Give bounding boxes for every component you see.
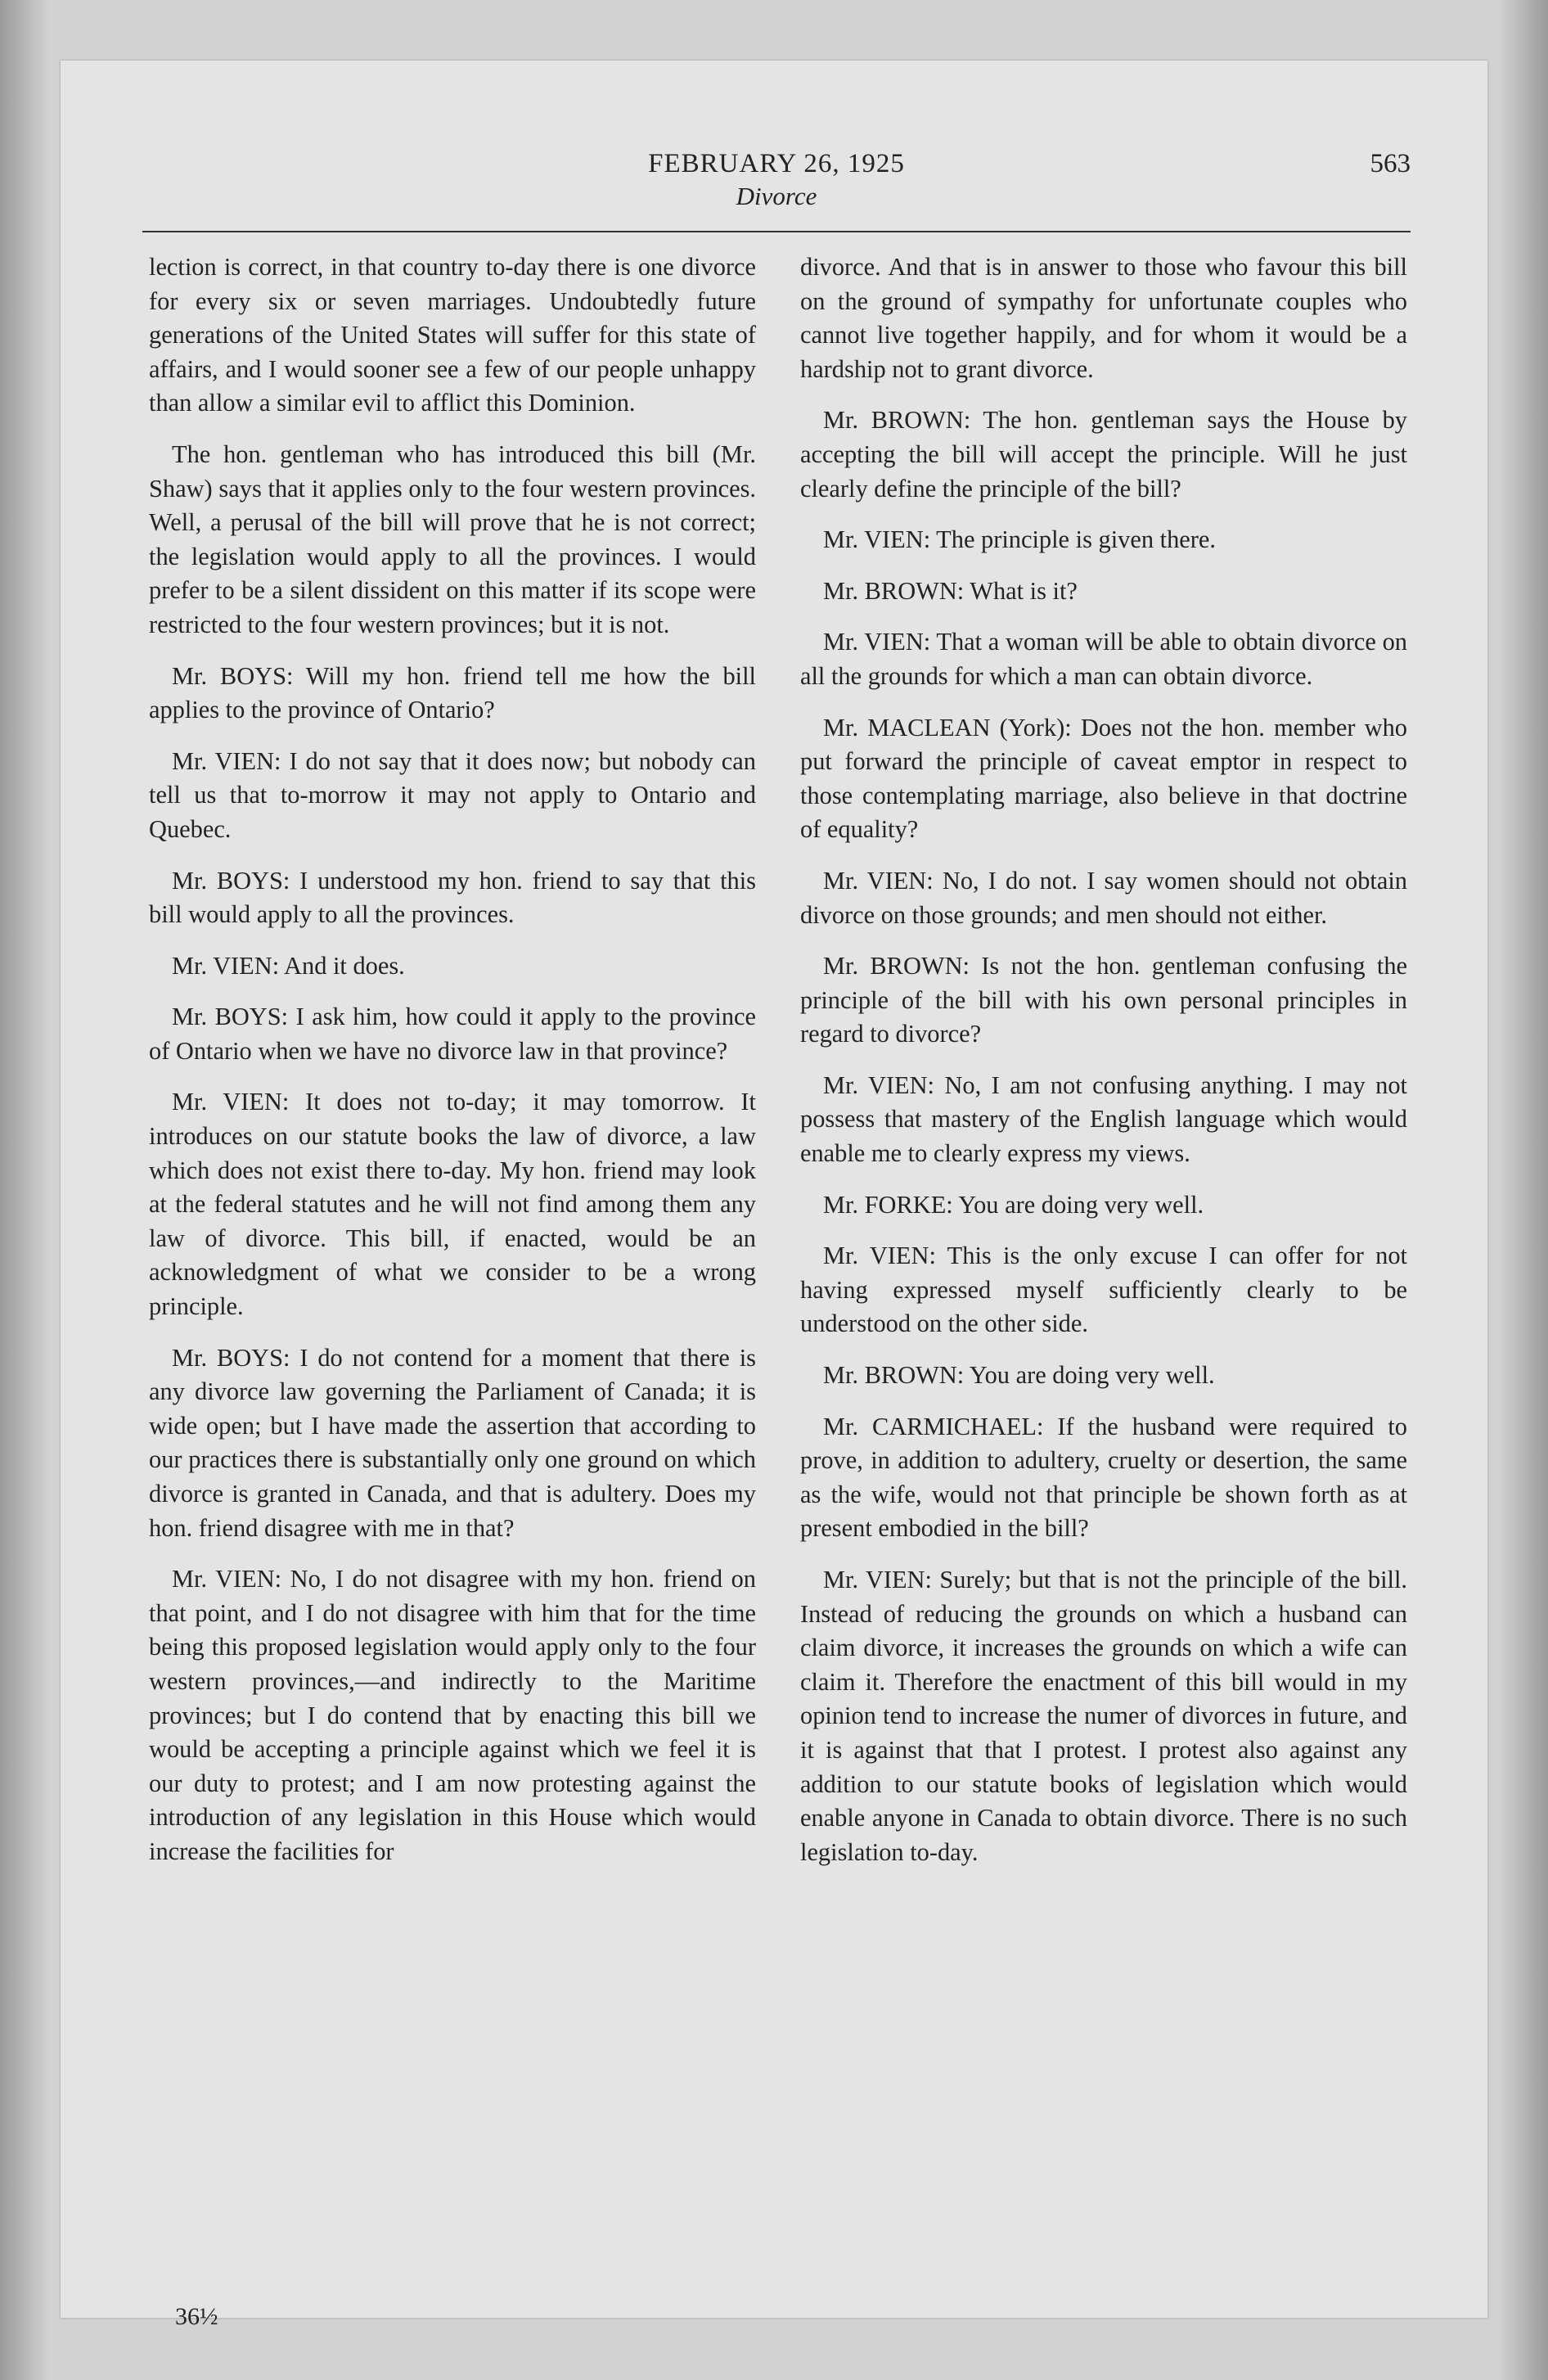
paragraph: Mr. MACLEAN (York): Does not the hon. member who put forward the principle of caveat emptor in respect to those contemplating marriage, also believe in that doctrine of equality?	[800, 713, 1407, 844]
paragraph: Mr. VIEN: No, I do not disagree with my hon. friend on that point, and I do not disagree with him that for the time being this proposed legislation would apply only to the four western provinces,—and indirectly to the Maritime provinces; but I do contend that by enacting this bill we would be accepting a principle against which we feel it is our duty to protest; and I am now protesting against the introduction of any legislation in this House which would increase the facilities for	[149, 1565, 756, 1865]
header-section: Divorce	[736, 182, 817, 210]
paragraph: Mr. VIEN: It does not to-day; it may tomorrow. It introduces on our statute books the law of divorce, a law which does not exist there to-day. My hon. friend may look at the federal statutes and he will not find among them any law of divorce. This bill, if enacted, would be an acknowledgment of what we consider to be a wrong principle.	[149, 1088, 756, 1321]
paragraph: divorce. And that is in answer to those who favour this bill on the ground of sympathy for unfortunate couples who cannot live together happily, and for whom it would be a hardship not to grant divorce.	[800, 253, 1407, 383]
page-header	[142, 149, 1411, 223]
paragraph: Mr. BOYS: I do not contend for a moment that there is any divorce law governing the Parliament of Canada; it is wide open; but I have made the assertion that according to our practices there is substantially only one ground on which divorce is granted in Canada, and that is adultery. Does my hon. friend disagree with me in that?	[149, 1343, 756, 1542]
paragraph: The hon. gentleman who has introduced this bill (Mr. Shaw) says that it applies only to the four western provinces. Well, a perusal of the bill will prove that he is not correct; the legislation would apply to all the provinces. I would prefer to be a silent dissident on this matter if its scope were restricted to the four western provinces; but it is not.	[149, 439, 756, 638]
paragraph: Mr. BROWN: You are doing very well.	[823, 1361, 1215, 1390]
paragraph: lection is correct, in that country to-day there is one divorce for every six or seven marriages. Undoubtedly future generations of the United States will suffer for this state of affairs, and I would sooner see a few of our people unhappy than allow a similar evil to afflict this Dominion.	[149, 253, 756, 417]
paragraph: Mr. VIEN: The principle is given there.	[823, 525, 1216, 554]
paragraph: Mr. BOYS: I ask him, how could it apply to the province of Ontario when we have no divorce law in that province?	[149, 1003, 756, 1065]
page-number: 563	[1370, 149, 1411, 178]
paragraph: Mr. VIEN: That a woman will be able to obtain divorce on all the grounds for which a man can obtain divorce.	[800, 628, 1407, 690]
signature-mark: 36½	[175, 2303, 218, 2330]
document-page	[61, 61, 1487, 2330]
left-column	[149, 250, 756, 1886]
paragraph: Mr. FORKE: You are doing very well.	[823, 1190, 1204, 1219]
paragraph: Mr. VIEN: And it does.	[172, 951, 405, 980]
paragraph: Mr. BROWN: Is not the hon. gentleman confusing the principle of the bill with his own personal principles in regard to divorce?	[800, 952, 1407, 1048]
paragraph: Mr. VIEN: No, I do not. I say women should not obtain divorce on those grounds; and men should not either.	[800, 866, 1407, 929]
paragraph: Mr. VIEN: I do not say that it does now; but nobody can tell us that to-morrow it may not apply to Ontario and Quebec.	[149, 746, 756, 843]
right-column	[800, 250, 1407, 1886]
paragraph: Mr. CARMICHAEL: If the husband were required to prove, in addition to adultery, cruelty or desertion, the same as the wife, would not that principle be shown forth as at present embodied in the bill?	[800, 1412, 1407, 1543]
paragraph: Mr. BROWN: The hon. gentleman says the House by accepting the bill will accept the principle. Will he just clearly define the principle of the bill?	[800, 406, 1407, 503]
paragraph: Mr. VIEN: No, I am not confusing anything. I may not possess that mastery of the English language which would enable me to clearly express my views.	[800, 1071, 1407, 1168]
paragraph: Mr. BOYS: Will my hon. friend tell me how the bill applies to the province of Ontario?	[149, 661, 756, 724]
header-rule	[142, 231, 1411, 232]
paragraph: Mr. BOYS: I understood my hon. friend to say that this bill would apply to all the provinces.	[149, 866, 756, 929]
paragraph: Mr. BROWN: What is it?	[823, 576, 1078, 605]
paragraph: Mr. VIEN: Surely; but that is not the principle of the bill. Instead of reducing the grounds on which a husband can claim divorce, it increases the grounds on which a wife can claim it. Therefore the enactment of this bill would in my opinion tend to increase the numer of divorces in future, and it is against that that I protest. I protest also against any addition to our statute books of legislation which would enable anyone in Canada to obtain divorce. There is no such legislation to-day.	[800, 1566, 1407, 1866]
header-date: FEBRUARY 26, 1925	[648, 149, 905, 178]
paragraph: Mr. VIEN: This is the only excuse I can offer for not having expressed myself sufficiently clearly to be understood on the other side.	[800, 1242, 1407, 1338]
